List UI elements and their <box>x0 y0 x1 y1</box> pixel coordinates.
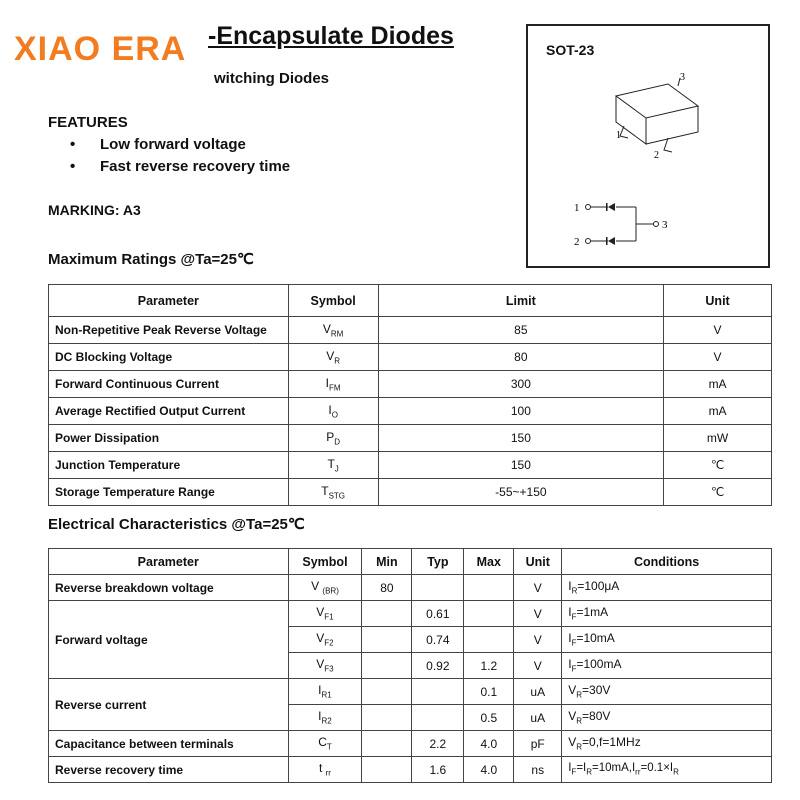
table-row <box>49 731 772 757</box>
unit-cell: uA <box>514 705 562 731</box>
unit-cell: ℃ <box>664 452 772 479</box>
symbol-cell: t $_{rr}$ <box>288 757 362 783</box>
unit-cell: V <box>514 627 562 653</box>
param-cell: Storage Temperature Range <box>49 479 289 506</box>
table-header-row <box>49 285 772 317</box>
features-heading: FEATURES <box>48 114 128 131</box>
min-cell: 80 <box>362 575 412 601</box>
symbol-cell: $C_T$ <box>288 731 362 757</box>
param-cell: Forward Continuous Current <box>49 371 289 398</box>
unit-cell: uA <box>514 679 562 705</box>
table-row <box>49 398 772 425</box>
symbol-cell: $V_R$ <box>288 344 378 371</box>
param-cell: Power Dissipation <box>49 425 289 452</box>
typ-cell: 0.74 <box>412 627 464 653</box>
limit-cell: 80 <box>378 344 664 371</box>
typ-cell <box>412 575 464 601</box>
feature-text: Low forward voltage <box>100 136 246 153</box>
schematic-pin-1: 1 <box>574 202 580 214</box>
symbol-cell: $P_D$ <box>288 425 378 452</box>
conditions-cell: $I_F=I_R=10mA,I_{rr}=0.1\times I_R$ <box>562 757 772 783</box>
table-header-row <box>49 549 772 575</box>
typ-cell: 0.92 <box>412 653 464 679</box>
conditions-cell: $I_F=1mA$ <box>562 601 772 627</box>
header-cell: Min <box>362 549 412 575</box>
unit-cell: V <box>514 601 562 627</box>
limit-cell: 100 <box>378 398 664 425</box>
table-row <box>49 479 772 506</box>
min-cell <box>362 679 412 705</box>
symbol-cell: $V_{RM}$ <box>288 317 378 344</box>
table-row <box>49 757 772 783</box>
conditions-cell: $V_R=30V$ <box>562 679 772 705</box>
table-row <box>49 679 772 705</box>
header-cell: Parameter <box>49 549 289 575</box>
typ-cell: 1.6 <box>412 757 464 783</box>
schematic-pin-3: 3 <box>662 219 668 231</box>
electrical-characteristics-table <box>48 548 772 783</box>
max-cell <box>464 601 514 627</box>
symbol-cell: $V_{F2}$ <box>288 627 362 653</box>
unit-cell: ℃ <box>664 479 772 506</box>
header-cell: Symbol <box>288 549 362 575</box>
typ-cell: 2.2 <box>412 731 464 757</box>
min-cell <box>362 653 412 679</box>
symbol-cell: $V_{F3}$ <box>288 653 362 679</box>
conditions-cell: $V_R=80V$ <box>562 705 772 731</box>
pin-3-label: 3 <box>680 72 685 83</box>
table-row <box>49 317 772 344</box>
limit-cell: 300 <box>378 371 664 398</box>
unit-cell: mA <box>664 398 772 425</box>
max-cell <box>464 627 514 653</box>
min-cell <box>362 731 412 757</box>
min-cell <box>362 627 412 653</box>
sot23-drawing <box>528 26 768 266</box>
param-cell: Capacitance between terminals <box>49 731 289 757</box>
header-cell: Unit <box>514 549 562 575</box>
symbol-cell: $I_{R2}$ <box>288 705 362 731</box>
typ-cell <box>412 705 464 731</box>
param-cell: Forward voltage <box>49 601 289 679</box>
max-cell <box>464 575 514 601</box>
max-cell: 4.0 <box>464 731 514 757</box>
package-diagram <box>526 24 770 268</box>
max-ratings-table <box>48 284 772 506</box>
param-cell: Junction Temperature <box>49 452 289 479</box>
package-label: SOT-23 <box>546 42 595 58</box>
conditions-cell: $V_R=0,f=1MHz$ <box>562 731 772 757</box>
page-title: -Encapsulate Diodes <box>208 22 454 50</box>
param-cell: Non-Repetitive Peak Reverse Voltage <box>49 317 289 344</box>
unit-cell: mW <box>664 425 772 452</box>
symbol-cell: $T_{STG}$ <box>288 479 378 506</box>
unit-cell: pF <box>514 731 562 757</box>
header-cell: Conditions <box>562 549 772 575</box>
header-cell: Typ <box>412 549 464 575</box>
conditions-cell: $I_F=10mA$ <box>562 627 772 653</box>
limit-cell: -55~+150 <box>378 479 664 506</box>
schematic-pin-2: 2 <box>574 236 580 248</box>
unit-cell: V <box>664 317 772 344</box>
conditions-cell: $I_F=100mA$ <box>562 653 772 679</box>
max-ratings-heading: Maximum Ratings @Ta=25℃ <box>48 251 254 268</box>
table-row <box>49 344 772 371</box>
unit-cell: V <box>664 344 772 371</box>
param-cell: Reverse recovery time <box>49 757 289 783</box>
table-row <box>49 575 772 601</box>
symbol-cell: $I_O$ <box>288 398 378 425</box>
limit-cell: 150 <box>378 425 664 452</box>
watermark-logo: XIAO ERA <box>14 30 187 68</box>
pin-2-label: 2 <box>654 150 659 161</box>
param-cell: Reverse breakdown voltage <box>49 575 289 601</box>
pin-1-label: 1 <box>616 130 621 141</box>
feature-text: Fast reverse recovery time <box>100 158 291 175</box>
conditions-cell: $I_R=100\mu A$ <box>562 575 772 601</box>
max-cell: 1.2 <box>464 653 514 679</box>
header-cell: Symbol <box>288 285 378 317</box>
unit-cell: V <box>514 575 562 601</box>
typ-cell: 0.61 <box>412 601 464 627</box>
header-cell: Unit <box>664 285 772 317</box>
min-cell <box>362 705 412 731</box>
header-cell: Parameter <box>49 285 289 317</box>
table-row <box>49 601 772 627</box>
bullet-icon: • <box>70 158 76 175</box>
unit-cell: ns <box>514 757 562 783</box>
symbol-cell: $V_{F1}$ <box>288 601 362 627</box>
table-row <box>49 371 772 398</box>
typ-cell <box>412 679 464 705</box>
table-row <box>49 425 772 452</box>
unit-cell: V <box>514 653 562 679</box>
feature-item <box>70 136 246 153</box>
symbol-cell: $I_{R1}$ <box>288 679 362 705</box>
max-cell: 0.1 <box>464 679 514 705</box>
param-cell: Reverse current <box>49 679 289 731</box>
param-cell: DC Blocking Voltage <box>49 344 289 371</box>
symbol-cell: $T_J$ <box>288 452 378 479</box>
symbol-cell: $I_{FM}$ <box>288 371 378 398</box>
min-cell <box>362 757 412 783</box>
header-cell: Max <box>464 549 514 575</box>
header-cell: Limit <box>378 285 664 317</box>
elec-char-heading: Electrical Characteristics @Ta=25℃ <box>48 516 305 533</box>
table-row <box>49 452 772 479</box>
symbol-cell: V $_{(BR)}$ <box>288 575 362 601</box>
marking-label: MARKING: A3 <box>48 202 141 218</box>
bullet-icon: • <box>70 136 76 153</box>
unit-cell: mA <box>664 371 772 398</box>
max-cell: 0.5 <box>464 705 514 731</box>
min-cell <box>362 601 412 627</box>
feature-item <box>70 158 290 175</box>
limit-cell: 85 <box>378 317 664 344</box>
param-cell: Average Rectified Output Current <box>49 398 289 425</box>
limit-cell: 150 <box>378 452 664 479</box>
max-cell: 4.0 <box>464 757 514 783</box>
page-subtitle: witching Diodes <box>214 70 330 87</box>
